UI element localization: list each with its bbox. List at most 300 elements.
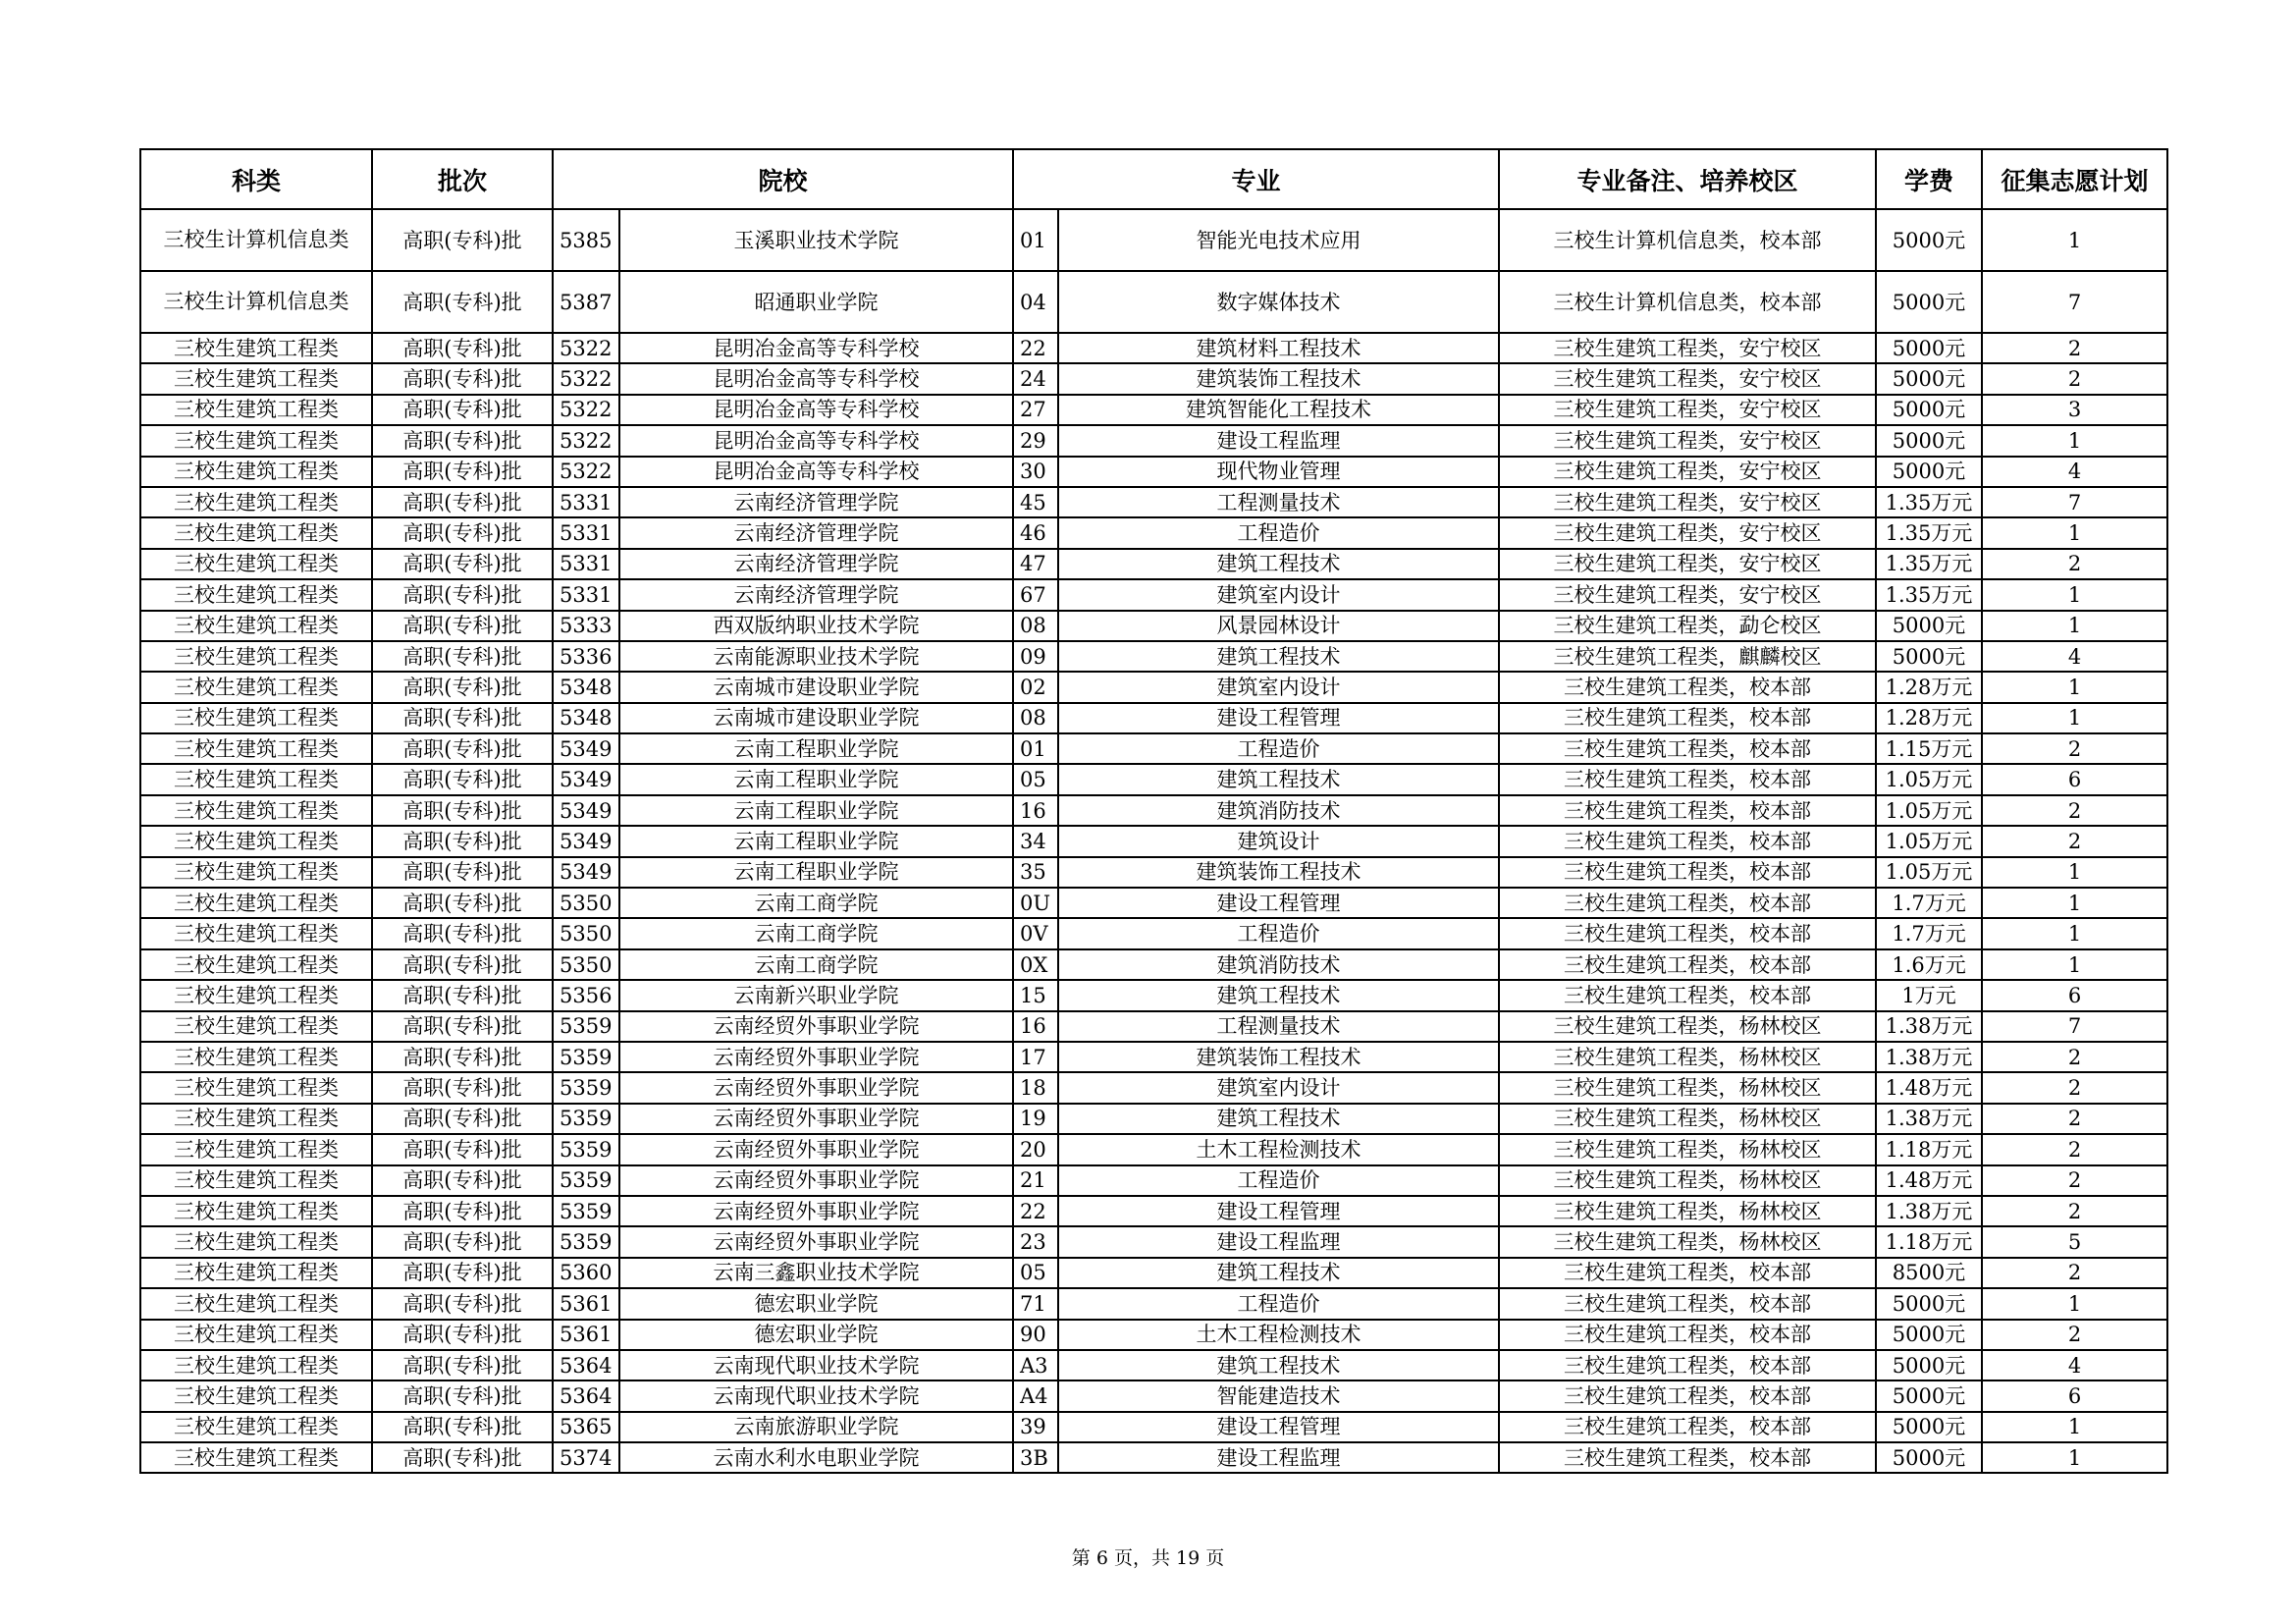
- cell-batch: 高职(专科)批: [372, 487, 553, 517]
- cell-batch: 高职(专科)批: [372, 271, 553, 333]
- cell-major-code: 71: [1013, 1288, 1058, 1319]
- cell-tuition: 5000元: [1876, 209, 1982, 271]
- cell-major-code: 02: [1013, 672, 1058, 702]
- cell-school-code: 5322: [553, 425, 619, 456]
- cell-remark-campus: 三校生建筑工程类，安宁校区: [1499, 363, 1876, 394]
- cell-category: 三校生建筑工程类: [140, 857, 372, 888]
- table-row: [140, 1380, 2167, 1411]
- cell-major-name: 数字媒体技术: [1058, 271, 1499, 333]
- cell-school-name: 云南经贸外事职业学院: [619, 1011, 1013, 1042]
- cell-school-code: 5349: [553, 764, 619, 794]
- cell-batch: 高职(专科)批: [372, 1380, 553, 1411]
- table-row: [140, 1288, 2167, 1319]
- table-row: [140, 363, 2167, 394]
- cell-plan: 1: [1982, 672, 2167, 702]
- cell-school-name: 昆明冶金高等专科学校: [619, 333, 1013, 363]
- cell-tuition: 5000元: [1876, 271, 1982, 333]
- table-row: [140, 888, 2167, 918]
- cell-tuition: 1.05万元: [1876, 857, 1982, 888]
- cell-remark-campus: 三校生建筑工程类，校本部: [1499, 980, 1876, 1010]
- cell-category: 三校生建筑工程类: [140, 1350, 372, 1380]
- cell-category: 三校生建筑工程类: [140, 333, 372, 363]
- table-row: [140, 457, 2167, 487]
- cell-major-code: 45: [1013, 487, 1058, 517]
- cell-school-code: 5336: [553, 641, 619, 672]
- cell-school-name: 云南现代职业技术学院: [619, 1350, 1013, 1380]
- cell-tuition: 1.38万元: [1876, 1042, 1982, 1072]
- cell-major-code: 24: [1013, 363, 1058, 394]
- cell-plan: 1: [1982, 425, 2167, 456]
- cell-batch: 高职(专科)批: [372, 1165, 553, 1196]
- cell-major-code: 27: [1013, 395, 1058, 425]
- cell-tuition: 1.18万元: [1876, 1134, 1982, 1164]
- cell-major-code: 01: [1013, 733, 1058, 764]
- cell-school-name: 云南城市建设职业学院: [619, 703, 1013, 733]
- cell-school-name: 云南经济管理学院: [619, 579, 1013, 610]
- cell-tuition: 5000元: [1876, 457, 1982, 487]
- cell-category: 三校生建筑工程类: [140, 980, 372, 1010]
- cell-category: 三校生建筑工程类: [140, 1442, 372, 1473]
- cell-school-name: 云南经贸外事职业学院: [619, 1104, 1013, 1134]
- cell-batch: 高职(专科)批: [372, 888, 553, 918]
- cell-major-name: 建筑室内设计: [1058, 579, 1499, 610]
- cell-category: 三校生建筑工程类: [140, 1320, 372, 1350]
- cell-school-code: 5350: [553, 918, 619, 948]
- cell-plan: 1: [1982, 1442, 2167, 1473]
- cell-category: 三校生建筑工程类: [140, 363, 372, 394]
- cell-major-name: 建筑消防技术: [1058, 949, 1499, 980]
- cell-batch: 高职(专科)批: [372, 764, 553, 794]
- cell-plan: 2: [1982, 1196, 2167, 1226]
- table-body: [140, 209, 2167, 1473]
- table-row: [140, 733, 2167, 764]
- cell-school-code: 5322: [553, 457, 619, 487]
- table-row: [140, 1258, 2167, 1288]
- cell-major-name: 现代物业管理: [1058, 457, 1499, 487]
- cell-school-code: 5331: [553, 549, 619, 579]
- cell-plan: 1: [1982, 857, 2167, 888]
- cell-major-name: 工程造价: [1058, 733, 1499, 764]
- cell-school-code: 5348: [553, 672, 619, 702]
- cell-tuition: 1.38万元: [1876, 1011, 1982, 1042]
- cell-major-name: 建筑工程技术: [1058, 549, 1499, 579]
- cell-remark-campus: 三校生计算机信息类，校本部: [1499, 209, 1876, 271]
- cell-tuition: 5000元: [1876, 1320, 1982, 1350]
- cell-tuition: 1.28万元: [1876, 703, 1982, 733]
- cell-school-name: 云南工程职业学院: [619, 764, 1013, 794]
- cell-tuition: 1.48万元: [1876, 1165, 1982, 1196]
- cell-batch: 高职(专科)批: [372, 672, 553, 702]
- cell-school-name: 昭通职业学院: [619, 271, 1013, 333]
- cell-tuition: 5000元: [1876, 363, 1982, 394]
- cell-category: 三校生建筑工程类: [140, 1042, 372, 1072]
- cell-tuition: 1.28万元: [1876, 672, 1982, 702]
- cell-batch: 高职(专科)批: [372, 918, 553, 948]
- cell-major-name: 建设工程监理: [1058, 1226, 1499, 1257]
- cell-major-code: 46: [1013, 517, 1058, 548]
- cell-remark-campus: 三校生建筑工程类，校本部: [1499, 703, 1876, 733]
- cell-batch: 高职(专科)批: [372, 733, 553, 764]
- cell-tuition: 5000元: [1876, 611, 1982, 641]
- cell-batch: 高职(专科)批: [372, 949, 553, 980]
- cell-major-name: 建筑智能化工程技术: [1058, 395, 1499, 425]
- cell-major-code: 21: [1013, 1165, 1058, 1196]
- cell-school-name: 德宏职业学院: [619, 1288, 1013, 1319]
- cell-major-code: 3B: [1013, 1442, 1058, 1473]
- cell-remark-campus: 三校生建筑工程类，安宁校区: [1499, 457, 1876, 487]
- cell-school-name: 云南城市建设职业学院: [619, 672, 1013, 702]
- cell-category: 三校生建筑工程类: [140, 1165, 372, 1196]
- cell-major-code: 16: [1013, 1011, 1058, 1042]
- cell-major-code: 20: [1013, 1134, 1058, 1164]
- header-plan: 征集志愿计划: [1982, 149, 2167, 209]
- cell-category: 三校生建筑工程类: [140, 1412, 372, 1442]
- cell-school-code: 5359: [553, 1165, 619, 1196]
- cell-school-code: 5364: [553, 1350, 619, 1380]
- cell-tuition: 1.35万元: [1876, 517, 1982, 548]
- cell-remark-campus: 三校生建筑工程类，校本部: [1499, 1350, 1876, 1380]
- cell-plan: 2: [1982, 1258, 2167, 1288]
- cell-tuition: 5000元: [1876, 1380, 1982, 1411]
- cell-plan: 6: [1982, 1380, 2167, 1411]
- cell-school-code: 5349: [553, 733, 619, 764]
- cell-plan: 6: [1982, 764, 2167, 794]
- cell-tuition: 1万元: [1876, 980, 1982, 1010]
- cell-major-name: 建筑设计: [1058, 826, 1499, 856]
- cell-plan: 2: [1982, 1320, 2167, 1350]
- table-row: [140, 579, 2167, 610]
- cell-plan: 1: [1982, 1412, 2167, 1442]
- cell-tuition: 1.48万元: [1876, 1072, 1982, 1103]
- cell-major-name: 土木工程检测技术: [1058, 1320, 1499, 1350]
- table-row: [140, 271, 2167, 333]
- cell-school-code: 5387: [553, 271, 619, 333]
- table-row: [140, 209, 2167, 271]
- cell-plan: 1: [1982, 888, 2167, 918]
- cell-batch: 高职(专科)批: [372, 1072, 553, 1103]
- cell-major-code: 34: [1013, 826, 1058, 856]
- cell-school-name: 云南工商学院: [619, 949, 1013, 980]
- cell-school-code: 5374: [553, 1442, 619, 1473]
- cell-batch: 高职(专科)批: [372, 1442, 553, 1473]
- cell-major-code: 08: [1013, 611, 1058, 641]
- cell-tuition: 5000元: [1876, 1442, 1982, 1473]
- cell-batch: 高职(专科)批: [372, 517, 553, 548]
- cell-school-name: 云南工商学院: [619, 918, 1013, 948]
- cell-category: 三校生建筑工程类: [140, 949, 372, 980]
- cell-plan: 4: [1982, 641, 2167, 672]
- cell-school-code: 5331: [553, 579, 619, 610]
- cell-remark-campus: 三校生建筑工程类，麒麟校区: [1499, 641, 1876, 672]
- cell-category: 三校生计算机信息类: [140, 209, 372, 271]
- cell-school-name: 云南水利水电职业学院: [619, 1442, 1013, 1473]
- cell-remark-campus: 三校生建筑工程类，校本部: [1499, 733, 1876, 764]
- cell-plan: 1: [1982, 1288, 2167, 1319]
- cell-major-code: 67: [1013, 579, 1058, 610]
- cell-school-name: 云南经贸外事职业学院: [619, 1042, 1013, 1072]
- cell-major-code: 30: [1013, 457, 1058, 487]
- table-row: [140, 1165, 2167, 1196]
- cell-major-name: 建筑装饰工程技术: [1058, 857, 1499, 888]
- cell-major-code: 35: [1013, 857, 1058, 888]
- cell-school-name: 云南工程职业学院: [619, 795, 1013, 826]
- cell-batch: 高职(专科)批: [372, 1258, 553, 1288]
- cell-remark-campus: 三校生建筑工程类，校本部: [1499, 764, 1876, 794]
- cell-school-name: 云南经贸外事职业学院: [619, 1134, 1013, 1164]
- cell-school-name: 云南新兴职业学院: [619, 980, 1013, 1010]
- cell-plan: 2: [1982, 363, 2167, 394]
- table-row: [140, 549, 2167, 579]
- cell-category: 三校生建筑工程类: [140, 457, 372, 487]
- cell-school-name: 云南经贸外事职业学院: [619, 1165, 1013, 1196]
- cell-school-name: 云南工商学院: [619, 888, 1013, 918]
- cell-remark-campus: 三校生建筑工程类，校本部: [1499, 888, 1876, 918]
- cell-plan: 7: [1982, 1011, 2167, 1042]
- cell-major-code: 17: [1013, 1042, 1058, 1072]
- table-row: [140, 703, 2167, 733]
- cell-category: 三校生建筑工程类: [140, 1072, 372, 1103]
- cell-category: 三校生建筑工程类: [140, 579, 372, 610]
- cell-major-name: 建筑工程技术: [1058, 764, 1499, 794]
- cell-batch: 高职(专科)批: [372, 1196, 553, 1226]
- cell-major-name: 建设工程管理: [1058, 888, 1499, 918]
- cell-school-code: 5322: [553, 363, 619, 394]
- cell-plan: 2: [1982, 733, 2167, 764]
- table-row: [140, 1350, 2167, 1380]
- cell-school-name: 玉溪职业技术学院: [619, 209, 1013, 271]
- cell-school-name: 云南现代职业技术学院: [619, 1380, 1013, 1411]
- cell-school-code: 5350: [553, 888, 619, 918]
- header-school: 院校: [553, 149, 1013, 209]
- cell-school-name: 云南经贸外事职业学院: [619, 1072, 1013, 1103]
- cell-school-code: 5359: [553, 1104, 619, 1134]
- cell-school-code: 5331: [553, 487, 619, 517]
- cell-remark-campus: 三校生建筑工程类，安宁校区: [1499, 549, 1876, 579]
- cell-major-code: A4: [1013, 1380, 1058, 1411]
- cell-batch: 高职(专科)批: [372, 579, 553, 610]
- cell-category: 三校生建筑工程类: [140, 425, 372, 456]
- cell-tuition: 1.35万元: [1876, 579, 1982, 610]
- cell-major-name: 风景园林设计: [1058, 611, 1499, 641]
- table-row: [140, 1226, 2167, 1257]
- cell-school-name: 云南经济管理学院: [619, 487, 1013, 517]
- table-row: [140, 333, 2167, 363]
- cell-major-name: 建筑装饰工程技术: [1058, 363, 1499, 394]
- cell-tuition: 8500元: [1876, 1258, 1982, 1288]
- table-row: [140, 641, 2167, 672]
- cell-remark-campus: 三校生计算机信息类，校本部: [1499, 271, 1876, 333]
- cell-batch: 高职(专科)批: [372, 1350, 553, 1380]
- table-row: [140, 949, 2167, 980]
- cell-batch: 高职(专科)批: [372, 1134, 553, 1164]
- cell-batch: 高职(专科)批: [372, 703, 553, 733]
- cell-category: 三校生建筑工程类: [140, 1104, 372, 1134]
- cell-category: 三校生建筑工程类: [140, 611, 372, 641]
- cell-school-code: 5350: [553, 949, 619, 980]
- cell-tuition: 1.15万元: [1876, 733, 1982, 764]
- cell-school-code: 5359: [553, 1226, 619, 1257]
- cell-school-code: 5359: [553, 1196, 619, 1226]
- cell-batch: 高职(专科)批: [372, 457, 553, 487]
- cell-category: 三校生建筑工程类: [140, 1226, 372, 1257]
- table-row: [140, 425, 2167, 456]
- cell-plan: 1: [1982, 517, 2167, 548]
- cell-major-code: 0X: [1013, 949, 1058, 980]
- cell-tuition: 1.05万元: [1876, 795, 1982, 826]
- cell-plan: 1: [1982, 611, 2167, 641]
- cell-remark-campus: 三校生建筑工程类，校本部: [1499, 857, 1876, 888]
- cell-plan: 1: [1982, 918, 2167, 948]
- cell-school-name: 西双版纳职业技术学院: [619, 611, 1013, 641]
- table-row: [140, 611, 2167, 641]
- table-row: [140, 826, 2167, 856]
- cell-major-name: 建筑工程技术: [1058, 1104, 1499, 1134]
- header-row: [140, 149, 2167, 209]
- cell-major-code: 22: [1013, 333, 1058, 363]
- cell-school-code: 5364: [553, 1380, 619, 1411]
- cell-batch: 高职(专科)批: [372, 1104, 553, 1134]
- cell-school-code: 5322: [553, 333, 619, 363]
- cell-batch: 高职(专科)批: [372, 549, 553, 579]
- cell-major-name: 土木工程检测技术: [1058, 1134, 1499, 1164]
- cell-batch: 高职(专科)批: [372, 1288, 553, 1319]
- cell-plan: 2: [1982, 795, 2167, 826]
- cell-major-code: 22: [1013, 1196, 1058, 1226]
- table-row: [140, 857, 2167, 888]
- cell-school-name: 云南工程职业学院: [619, 733, 1013, 764]
- cell-major-code: 04: [1013, 271, 1058, 333]
- cell-major-name: 建设工程管理: [1058, 703, 1499, 733]
- cell-major-code: 16: [1013, 795, 1058, 826]
- cell-plan: 1: [1982, 703, 2167, 733]
- cell-school-name: 云南三鑫职业技术学院: [619, 1258, 1013, 1288]
- table-row: [140, 1320, 2167, 1350]
- cell-remark-campus: 三校生建筑工程类，安宁校区: [1499, 517, 1876, 548]
- cell-batch: 高职(专科)批: [372, 826, 553, 856]
- cell-school-name: 云南经济管理学院: [619, 517, 1013, 548]
- cell-major-name: 智能建造技术: [1058, 1380, 1499, 1411]
- cell-school-name: 云南工程职业学院: [619, 857, 1013, 888]
- cell-tuition: 1.05万元: [1876, 826, 1982, 856]
- cell-major-code: 47: [1013, 549, 1058, 579]
- cell-remark-campus: 三校生建筑工程类，杨林校区: [1499, 1196, 1876, 1226]
- cell-school-code: 5349: [553, 826, 619, 856]
- cell-remark-campus: 三校生建筑工程类，安宁校区: [1499, 579, 1876, 610]
- cell-remark-campus: 三校生建筑工程类，校本部: [1499, 1442, 1876, 1473]
- cell-remark-campus: 三校生建筑工程类，校本部: [1499, 826, 1876, 856]
- cell-major-name: 建筑工程技术: [1058, 1258, 1499, 1288]
- cell-school-name: 云南经济管理学院: [619, 549, 1013, 579]
- cell-major-name: 工程造价: [1058, 1288, 1499, 1319]
- cell-major-name: 建筑室内设计: [1058, 672, 1499, 702]
- cell-plan: 2: [1982, 333, 2167, 363]
- cell-school-code: 5333: [553, 611, 619, 641]
- cell-remark-campus: 三校生建筑工程类，校本部: [1499, 1380, 1876, 1411]
- cell-plan: 1: [1982, 579, 2167, 610]
- header-major: 专业: [1013, 149, 1499, 209]
- page-footer: 第 6 页，共 19 页: [1071, 1547, 1225, 1569]
- cell-major-code: 19: [1013, 1104, 1058, 1134]
- cell-school-name: 德宏职业学院: [619, 1320, 1013, 1350]
- header-tuition: 学费: [1876, 149, 1982, 209]
- cell-remark-campus: 三校生建筑工程类，勐仑校区: [1499, 611, 1876, 641]
- cell-batch: 高职(专科)批: [372, 395, 553, 425]
- cell-plan: 2: [1982, 1134, 2167, 1164]
- table-row: [140, 1072, 2167, 1103]
- cell-tuition: 5000元: [1876, 1288, 1982, 1319]
- cell-remark-campus: 三校生建筑工程类，校本部: [1499, 1258, 1876, 1288]
- cell-tuition: 1.38万元: [1876, 1196, 1982, 1226]
- cell-major-name: 建设工程管理: [1058, 1412, 1499, 1442]
- cell-major-code: 09: [1013, 641, 1058, 672]
- cell-school-name: 云南旅游职业学院: [619, 1412, 1013, 1442]
- cell-category: 三校生建筑工程类: [140, 487, 372, 517]
- cell-remark-campus: 三校生建筑工程类，杨林校区: [1499, 1134, 1876, 1164]
- cell-plan: 5: [1982, 1226, 2167, 1257]
- cell-remark-campus: 三校生建筑工程类，杨林校区: [1499, 1165, 1876, 1196]
- cell-tuition: 1.18万元: [1876, 1226, 1982, 1257]
- cell-tuition: 1.7万元: [1876, 888, 1982, 918]
- cell-major-code: A3: [1013, 1350, 1058, 1380]
- cell-tuition: 5000元: [1876, 1412, 1982, 1442]
- admission-table: [139, 148, 2168, 1474]
- header-batch: 批次: [372, 149, 553, 209]
- cell-school-code: 5349: [553, 857, 619, 888]
- cell-category: 三校生建筑工程类: [140, 1134, 372, 1164]
- cell-major-code: 18: [1013, 1072, 1058, 1103]
- cell-major-code: 39: [1013, 1412, 1058, 1442]
- cell-major-name: 建筑材料工程技术: [1058, 333, 1499, 363]
- cell-major-name: 建设工程管理: [1058, 1196, 1499, 1226]
- cell-category: 三校生建筑工程类: [140, 641, 372, 672]
- cell-plan: 4: [1982, 457, 2167, 487]
- cell-major-code: 0V: [1013, 918, 1058, 948]
- cell-category: 三校生建筑工程类: [140, 918, 372, 948]
- table-row: [140, 1011, 2167, 1042]
- cell-remark-campus: 三校生建筑工程类，校本部: [1499, 672, 1876, 702]
- cell-major-name: 建筑工程技术: [1058, 641, 1499, 672]
- cell-major-code: 01: [1013, 209, 1058, 271]
- cell-major-code: 23: [1013, 1226, 1058, 1257]
- cell-category: 三校生建筑工程类: [140, 795, 372, 826]
- cell-category: 三校生建筑工程类: [140, 1258, 372, 1288]
- cell-remark-campus: 三校生建筑工程类，杨林校区: [1499, 1011, 1876, 1042]
- cell-category: 三校生建筑工程类: [140, 764, 372, 794]
- cell-major-name: 建设工程监理: [1058, 1442, 1499, 1473]
- cell-category: 三校生建筑工程类: [140, 1380, 372, 1411]
- cell-plan: 2: [1982, 1042, 2167, 1072]
- cell-batch: 高职(专科)批: [372, 1042, 553, 1072]
- cell-category: 三校生建筑工程类: [140, 888, 372, 918]
- cell-batch: 高职(专科)批: [372, 795, 553, 826]
- table-row: [140, 1196, 2167, 1226]
- cell-school-code: 5359: [553, 1072, 619, 1103]
- cell-plan: 7: [1982, 271, 2167, 333]
- cell-school-name: 云南能源职业技术学院: [619, 641, 1013, 672]
- cell-school-code: 5385: [553, 209, 619, 271]
- cell-plan: 7: [1982, 487, 2167, 517]
- cell-batch: 高职(专科)批: [372, 333, 553, 363]
- cell-batch: 高职(专科)批: [372, 1226, 553, 1257]
- cell-category: 三校生建筑工程类: [140, 733, 372, 764]
- cell-school-code: 5359: [553, 1134, 619, 1164]
- cell-plan: 4: [1982, 1350, 2167, 1380]
- cell-category: 三校生建筑工程类: [140, 517, 372, 548]
- cell-tuition: 5000元: [1876, 395, 1982, 425]
- cell-plan: 2: [1982, 1165, 2167, 1196]
- cell-plan: 2: [1982, 549, 2167, 579]
- cell-school-code: 5348: [553, 703, 619, 733]
